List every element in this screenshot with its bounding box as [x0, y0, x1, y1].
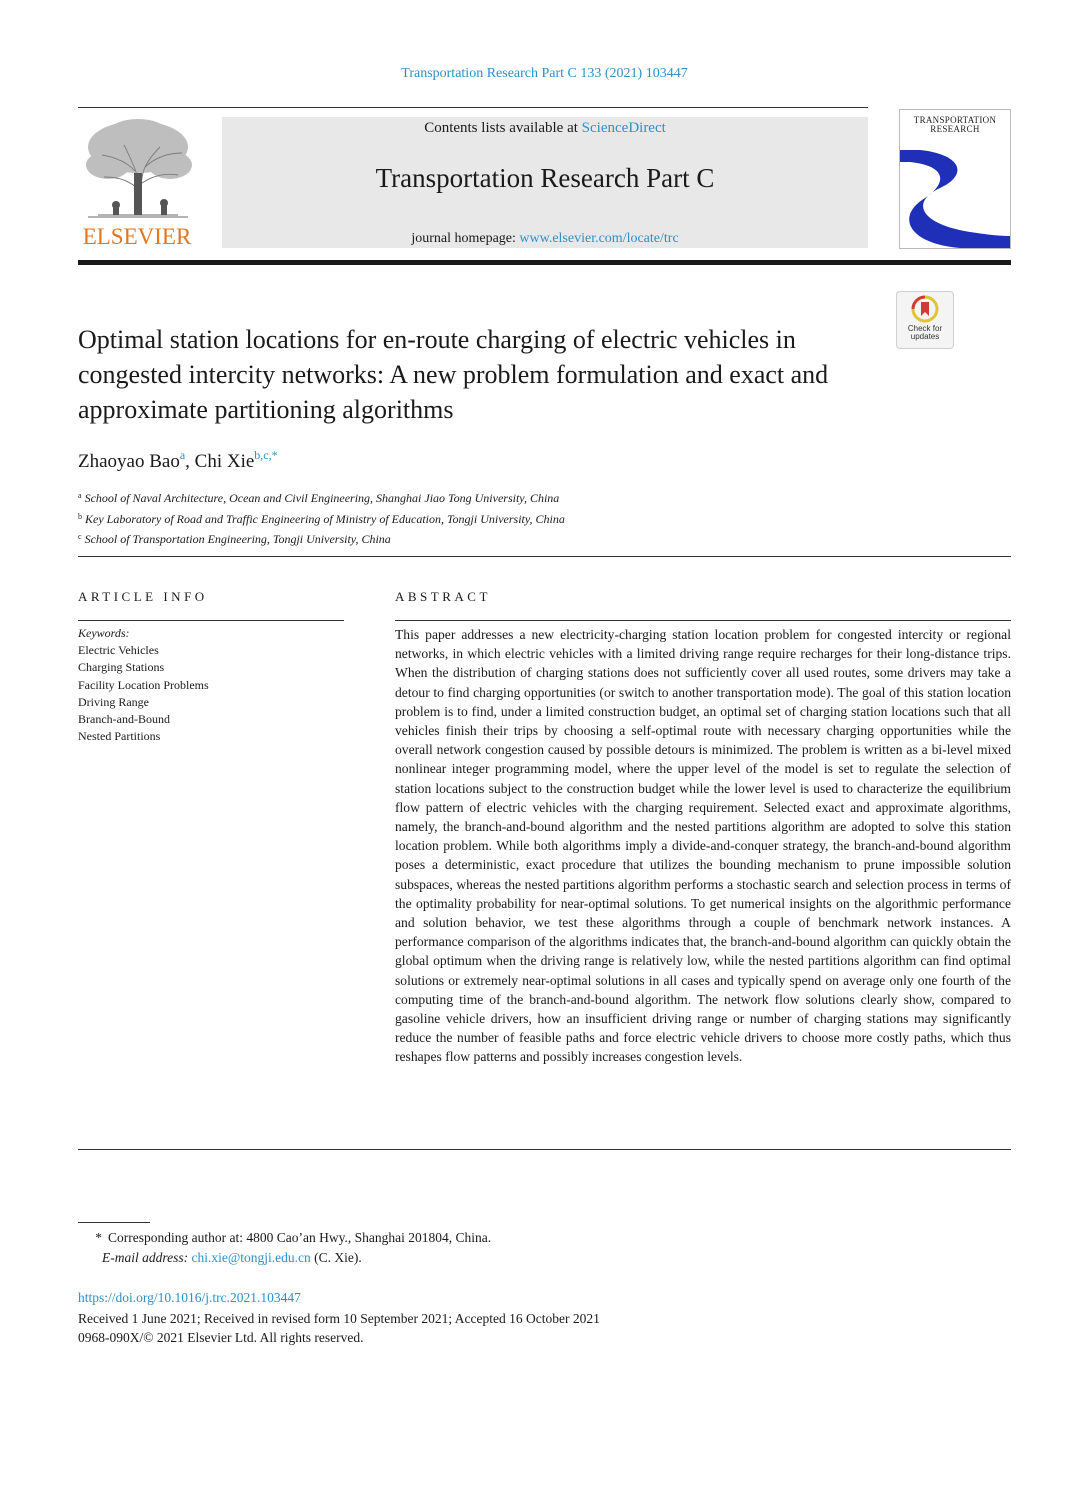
journal-title: Transportation Research Part C	[375, 163, 715, 193]
author-name[interactable]: Chi Xie	[194, 451, 255, 472]
email-link[interactable]: chi.xie@tongji.edu.cn	[191, 1250, 311, 1265]
homepage-line	[222, 231, 868, 247]
contents-prefix: Contents lists available at	[424, 120, 582, 136]
keywords-label: Keywords:	[78, 626, 130, 640]
keyword-item[interactable]: Electric Vehicles	[78, 643, 159, 658]
author-list	[78, 448, 278, 473]
check-for-updates-badge[interactable]	[896, 291, 954, 349]
journal-masthead	[222, 117, 868, 248]
author-name[interactable]: Zhaoyao Bao	[78, 451, 180, 472]
sciencedirect-link[interactable]: ScienceDirect	[581, 120, 666, 136]
keyword-item[interactable]: Driving Range	[78, 694, 149, 709]
publication-dates	[78, 1309, 600, 1347]
affiliation-text: School of Naval Architecture, Ocean and Civil Engineering, Shanghai Jiao Tong University, China	[84, 491, 560, 505]
affiliation-mark: a	[78, 491, 82, 500]
header-thick-rule	[78, 260, 1011, 265]
section-divider	[78, 556, 1011, 557]
copyright-line: 0968-090X/© 2021 Elsevier Ltd. All rights reserved.	[78, 1330, 364, 1345]
affiliation-item	[78, 528, 565, 549]
contents-line	[222, 120, 868, 137]
abstract-rule	[395, 620, 1011, 621]
homepage-link[interactable]: www.elsevier.com/locate/trc	[519, 231, 679, 246]
email-line	[78, 1248, 491, 1268]
check-updates-bookmark-icon	[897, 292, 953, 326]
check-updates-line1: Check for	[907, 324, 943, 333]
footnote-rule	[78, 1222, 150, 1223]
email-suffix: (C. Xie).	[310, 1250, 362, 1265]
elsevier-tree-icon	[78, 117, 196, 222]
keyword-item[interactable]: Charging Stations	[78, 660, 165, 675]
article-title: Optimal station locations for en-route charging of electric vehicles in congested intercity networks: A new problem formulation and exact and approximate partitioning algorithms	[78, 325, 829, 424]
keyword-item[interactable]: Nested Partitions	[78, 729, 161, 744]
affiliation-mark: c	[78, 532, 82, 541]
elsevier-logo	[78, 117, 196, 250]
cover-title-line2: RESEARCH	[930, 124, 980, 134]
journal-citation[interactable]: Transportation Research Part C 133 (2021) 103447	[401, 66, 688, 81]
cover-title-line1: TRANSPORTATION	[913, 115, 997, 125]
elsevier-wordmark: ELSEVIER	[82, 224, 192, 249]
keyword-item[interactable]: Branch-and-Bound	[78, 712, 170, 727]
journal-cover-thumbnail[interactable]	[899, 109, 1011, 249]
affiliation-mark: b	[78, 511, 82, 521]
abstract-text: This paper addresses a new electricity-charging station location problem for congested intercity or regional networks, in which electric vehicles with a limited driving range require recharges for their long-distance trips. When the distribution of charging stations does not sufficiently cover all used routes, some drivers may take a detour to find charging opportunities (or switch to another transportation mode). The goal of this station location problem is to find, under a limited construction budget, an optimal set of charging station locations such that all vehicles finish their trips by choosing a self-optimal route with necessary charging opportunities while the overall network congestion caused by possible detours is minimized. The problem is written as a bi-level mixed nonlinear integer programming model, where the upper level of the model is set to regulate the selection of station locations subject to the construction budget while the lower level is used to characterize the equilibrium flow pattern of electric vehicles with the charging requirement. Selected exact and approximate algorithms, namely, the branch-and-bound algorithm and the nested partitions algorithm are adopted to solve this station location problem. While both algorithms imply a divide-and-conquer strategy, the branch-and-bound algorithm poses a deterministic, exact procedure that utilizes the bounding mechanism to prune impossible solution subspaces, whereas the nested partitions algorithm performs a stochastic search and selection process in terms of the optimality probability for near-optimal solutions. To get numerical insights on the algorithmic performance and solution behavior, we test these algorithms through a couple of benchmark network instances. A performance comparison of the algorithms indicates that, the branch-and-bound algorithm can quickly obtain the global optimum when the driving range is relatively low, while the nested partitions algorithm can find optimal solutions or extremely near-optimal solutions in all cases and typically spend on average only one fourth of the computing time of the branch-and-bound algorithm. The network flow solutions clearly show, compared to gasoline vehicle drivers, how an insufficient driving range or number of charging stations may significantly reduce the number of feasible paths and force electric vehicle drivers to choose more costly paths, which thus reshapes flow patterns and possibly increases congestion levels.	[395, 627, 1011, 1065]
affiliation-text: Key Laboratory of Road and Traffic Engineering of Ministry of Education, Tongji University, China	[85, 511, 565, 526]
email-label: E-mail address:	[102, 1250, 189, 1265]
corresponding-text: Corresponding author at: 4800 Cao’an Hwy., Shanghai 201804, China.	[108, 1230, 492, 1245]
affiliation-item	[78, 508, 565, 529]
corresponding-line	[78, 1228, 491, 1248]
corresponding-author-footnote	[78, 1228, 491, 1268]
keywords-block	[78, 625, 209, 745]
abstract-heading: ABSTRACT	[395, 589, 491, 604]
doi-link[interactable]: https://doi.org/10.1016/j.trc.2021.103447	[78, 1290, 301, 1305]
header-top-rule	[78, 107, 868, 108]
author-affiliation-mark[interactable]: a	[179, 448, 186, 462]
affiliation-list	[78, 487, 565, 549]
affiliation-item	[78, 487, 565, 508]
article-info-heading: ARTICLE INFO	[78, 589, 208, 604]
received-dates: Received 1 June 2021; Received in revised form 10 September 2021; Accepted 16 October 2021	[78, 1311, 600, 1326]
author-separator: ,	[185, 451, 195, 472]
homepage-prefix: journal homepage:	[411, 231, 520, 246]
abstract-bottom-rule	[78, 1149, 1011, 1150]
cover-road-icon	[900, 144, 1010, 248]
keyword-item[interactable]: Facility Location Problems	[78, 677, 209, 692]
article-info-rule	[78, 620, 344, 621]
check-updates-line2: updates	[910, 332, 940, 341]
author-affiliation-mark[interactable]: b,c,*	[254, 448, 278, 462]
affiliation-text: School of Transportation Engineering, Tongji University, China	[84, 532, 391, 546]
corresponding-mark: *	[95, 1230, 102, 1245]
